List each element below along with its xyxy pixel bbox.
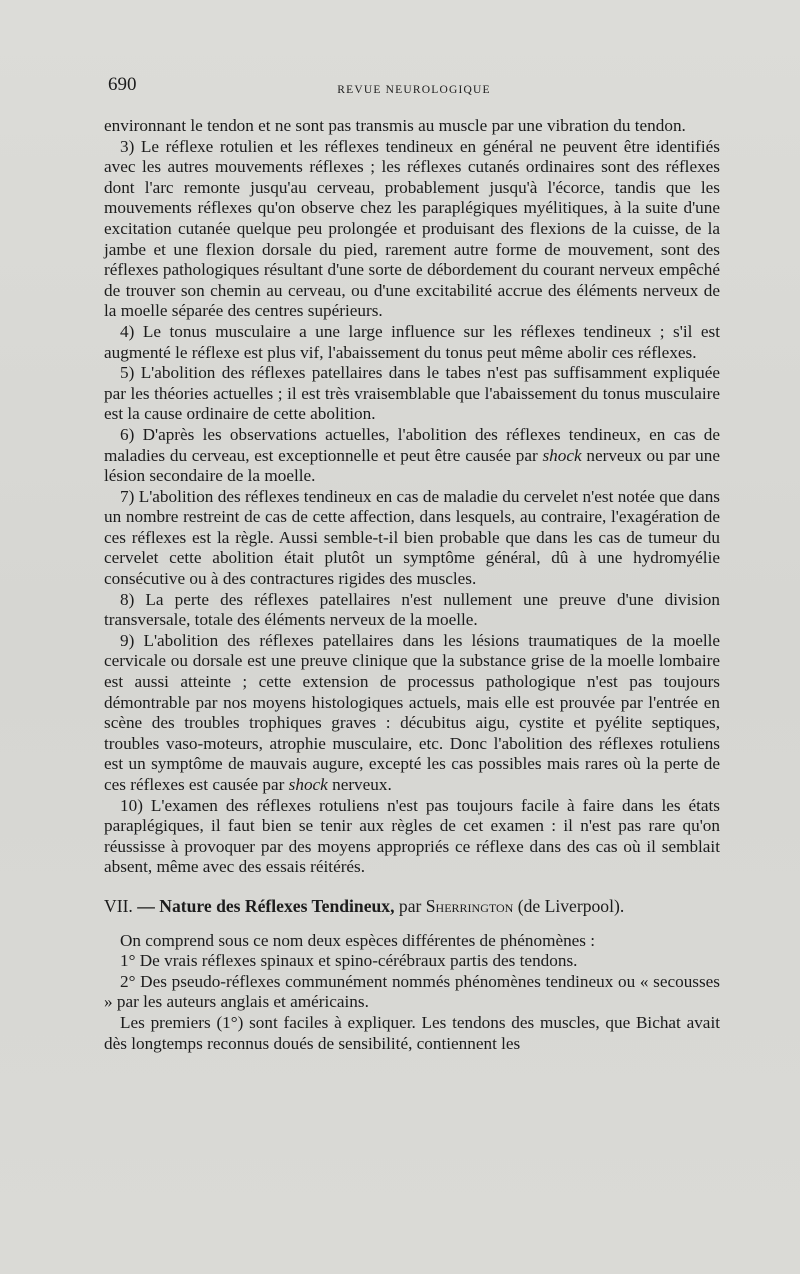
paragraph-text: nerveux. (327, 775, 392, 794)
paragraph: 3) Le réflexe rotulien et les réflexes tendineux en général ne peuvent être identifiés avec les autres mouvements réflexes ; les réflexes cutanés ordinaires sont des réflexes dont l'arc remonte jusqu'au cerveau, probablement jusqu'à l'écorce, tandis que les mouvements réflexes qu'on observe chez les paraplégiques myélitiques, à la suite d'une excitation cutanée quelque peu prolongée et produisant des flexions de la cuisse, de la jambe et une flexion dorsale du pied, rarement autre forme de mouvement, sont des réflexes pathologiques résultant d'une sorte de débordement du courant nerveux empêché de trouver son chemin au cerveau, ou d'une excitabilité accrue des éléments nerveux de la moelle séparée des centres supérieurs. (104, 136, 720, 321)
paragraph-text: nerveux ou par une lésion secondaire de la moelle. (104, 445, 720, 486)
paragraph: 2° Des pseudo-réflexes communément nommés phénomènes tendineux ou « secousses » par les auteurs anglais et américains. (104, 971, 720, 1012)
section-author: Sherrington (425, 895, 514, 916)
italic-term: shock (542, 445, 582, 465)
paragraph: Les premiers (1°) sont faciles à expliquer. Les tendons des muscles, que Bichat avait dès longtemps reconnus doués de sensibilité, contiennent les (104, 1012, 720, 1053)
paragraph: 7) L'abolition des réflexes tendineux en cas de maladie du cervelet n'est notée que dans un nombre restreint de cas de cette affection, dans lesquels, au contraire, l'exagération de ces réflexes est la règle. Aussi semble-t-il bien probable que dans les cas de tumeur du cervelet cette abolition était plutôt un symptôme général, dû à une hydromyélie consécutive ou à des contractures rigides des muscles. (104, 486, 720, 589)
paragraph (104, 425, 720, 487)
page-number: 690 (108, 74, 137, 95)
paragraph (104, 631, 720, 796)
paragraph: environnant le tendon et ne sont pas transmis au muscle par une vibration du tendon. (104, 116, 686, 135)
body-text (104, 116, 720, 1054)
section-heading (104, 896, 720, 917)
section-affiliation: (de Liverpool). (517, 895, 625, 916)
section-number: VII. (104, 895, 133, 916)
paragraph: 10) L'examen des réflexes rotuliens n'est pas toujours facile à faire dans les états paraplégiques, il faut bien se tenir aux règles de cet examen : il n'est pas rare qu'on réussisse à provoquer par des moyens appropriés ce réflexe dans des cas où il semblait absent, même avec des essais réitérés. (104, 795, 720, 877)
section-dash: — (137, 895, 155, 916)
paragraph: 8) La perte des réflexes patellaires n'est nullement une preuve d'une division transversale, totale des éléments nerveux de la moelle. (104, 589, 720, 630)
section-title: Nature des Réflexes Tendineux, (159, 895, 395, 916)
section-by: par (398, 895, 422, 916)
paragraph: 4) Le tonus musculaire a une large influence sur les réflexes tendineux ; s'il est augmenté le réflexe est plus vif, l'abaissement du tonus peut même abolir ces réflexes. (104, 321, 720, 362)
paragraph-text: 6) D'après les observations actuelles, l'abolition des réflexes tendineux, en cas de maladies du cerveau, est exceptionnelle et peut être causée par (104, 424, 720, 465)
paragraph: On comprend sous ce nom deux espèces différentes de phénomènes : (120, 930, 596, 950)
page-header (108, 74, 720, 98)
running-title: REVUE NEUROLOGIQUE (337, 84, 491, 96)
paragraph: 1° De vrais réflexes spinaux et spino-cérébraux partis des tendons. (120, 951, 578, 971)
paragraph: 5) L'abolition des réflexes patellaires dans le tabes n'est pas suffisamment expliquée par les théories actuelles ; il est très vraisemblable que l'abaissement du tonus musculaire est la cause ordinaire de cette abolition. (104, 363, 720, 424)
italic-term: shock (288, 775, 328, 794)
paragraph-text: 9) L'abolition des réflexes patellaires dans les lésions traumatiques de la moelle cervicale ou dorsale est une preuve clinique que la substance grise de la moelle lombaire est aussi atteinte ; cette extension de processus pathologique n'est pas toujours démontrable par nos moyens histologiques actuels, mais elle est prouvée par l'entrée en scène des troubles trophiques graves : décubitus aigu, cystite et pyélite septiques, troubles vaso-moteurs, atrophie musculaire, etc. Donc l'abolition des réflexes rotuliens est un symptôme de mauvais augure, excepté les cas possibles mais rares où la perte de ces réflexes est causée par (104, 630, 720, 794)
